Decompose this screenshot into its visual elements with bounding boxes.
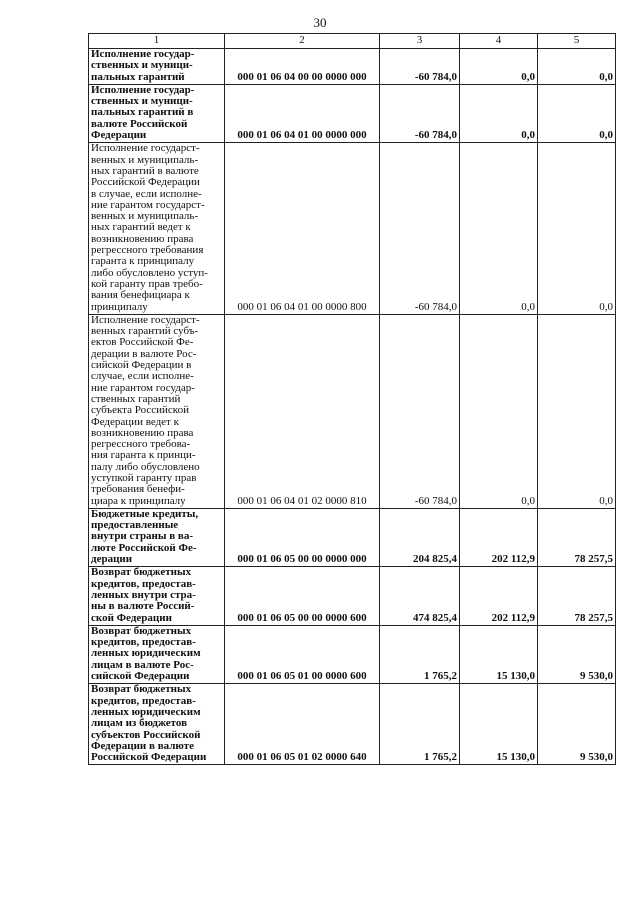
table-row [89,625,616,683]
row-name-line: ственных гарантий [91,392,181,405]
row-name-line: венных гарантий субъ- [91,325,199,338]
row-name-line: гаранта к принципалу [91,255,195,268]
row-name-line: кой гаранту прав требо- [91,277,203,290]
row-value-col3: -60 784,0 [380,143,460,314]
row-name-line: ных гарантий в валюте [91,164,199,177]
row-code-cell: 000 01 06 05 01 00 0000 600 [225,625,380,683]
row-value-col5: 78 257,5 [538,508,616,566]
row-name-line: возникновению права [91,232,194,245]
table-row [89,49,616,85]
row-value-col5: 9 530,0 [538,625,616,683]
row-name-line: венных и муниципаль- [91,210,199,223]
row-name-line: лицам из бюджетов [91,717,188,730]
row-name-line: уступкой гаранту прав [91,471,197,484]
row-value-col4: 0,0 [460,314,538,508]
row-name-line: ектов Российской Фе- [91,336,194,349]
table-row [89,684,616,765]
row-name-line: Возврат бюджетных [91,566,192,579]
row-name-line: кредитов, предостав- [91,636,196,649]
row-value-col5: 0,0 [538,314,616,508]
row-value-col4: 202 112,9 [460,567,538,625]
column-header-2: 2 [225,34,380,49]
row-name-cell [89,143,225,314]
row-name-line: субъектов Российской [91,728,201,741]
row-name-cell [89,684,225,765]
row-value-col4: 0,0 [460,143,538,314]
row-name-line: возникновению права [91,426,194,439]
row-name-line: Федерации ведет к [91,415,179,428]
row-name-line: ленных юридическим [91,647,201,660]
row-name-line: валюте Российской [91,117,188,130]
row-name-line: внутри страны в ва- [91,530,194,543]
row-name-line: пальных гарантий в [91,106,194,119]
row-name-line: ской Федерации [91,611,172,624]
row-name-cell [89,49,225,85]
row-value-col3: -60 784,0 [380,84,460,142]
row-name-line: принципалу [91,300,148,313]
row-name-line: Исполнение государ- [91,48,195,60]
row-name-line: ны в валюте Россий- [91,600,195,613]
row-name-line: в случае, если исполне- [91,187,202,200]
row-name-line: требования бенефи- [91,483,185,496]
row-value-col3: 474 825,4 [380,567,460,625]
row-value-col5: 0,0 [538,84,616,142]
row-name-line: Исполнение государст- [91,142,200,155]
row-name-line: циара к принципалу [91,494,186,507]
row-name-line: ние гарантом государст- [91,198,205,211]
row-name-line: люте Российской Фе- [91,541,197,554]
row-value-col5: 0,0 [538,143,616,314]
column-header-3: 3 [380,34,460,49]
row-name-cell [89,567,225,625]
row-name-line: ния гаранта к принци- [91,449,196,462]
row-name-cell [89,625,225,683]
row-name-line: случае, если исполне- [91,370,194,383]
table-body [89,49,616,765]
row-code-cell: 000 01 06 04 00 00 0000 000 [225,49,380,85]
row-name-line: субъекта Российской [91,404,189,417]
row-name-line: Российской Федерации [91,176,200,189]
row-name-line: сийской Федерации в [91,359,192,372]
row-name-line: Возврат бюджетных [91,683,192,696]
table-header-row [89,34,616,49]
row-value-col5: 0,0 [538,49,616,85]
page-number: 30 [313,15,327,30]
row-name-cell [89,84,225,142]
row-name-line: кредитов, предостав- [91,577,196,590]
row-value-col4: 15 130,0 [460,684,538,765]
row-name-cell [89,314,225,508]
row-value-col4: 202 112,9 [460,508,538,566]
row-name-line: ленных внутри стра- [91,588,196,601]
row-name-line: пальных гарантий [91,70,185,83]
column-header-1: 1 [89,34,225,49]
row-name-line: ние гарантом государ- [91,381,195,394]
row-value-col5: 78 257,5 [538,567,616,625]
row-value-col3: -60 784,0 [380,49,460,85]
row-value-col4: 15 130,0 [460,625,538,683]
row-code-cell: 000 01 06 05 00 00 0000 600 [225,567,380,625]
row-name-line: ственных и муници- [91,59,193,72]
row-value-col3: 1 765,2 [380,625,460,683]
row-name-line: регрессного требования [91,244,204,257]
column-header-5: 5 [538,34,616,49]
row-name-line: Российской Федерации [91,751,207,764]
row-name-line: Возврат бюджетных [91,624,192,637]
row-name-line: регрессного требова- [91,438,191,451]
row-value-col4: 0,0 [460,84,538,142]
row-code-cell: 000 01 06 04 01 02 0000 810 [225,314,380,508]
row-code-cell: 000 01 06 05 01 02 0000 640 [225,684,380,765]
row-name-line: Исполнение государст- [91,313,200,326]
row-name-line: кредитов, предостав- [91,694,196,707]
budget-sources-table [88,33,616,765]
table-row [89,508,616,566]
row-name-line: Исполнение государ- [91,83,195,96]
row-name-line: сийской Федерации [91,670,190,683]
table-row [89,314,616,508]
row-code-cell: 000 01 06 04 01 00 0000 000 [225,84,380,142]
row-value-col5: 9 530,0 [538,684,616,765]
row-value-col3: -60 784,0 [380,314,460,508]
table-row [89,567,616,625]
row-name-line: лицам в валюте Рос- [91,658,194,671]
row-name-line: либо обусловлено уступ- [91,266,208,279]
row-name-line: ных гарантий ведет к [91,221,191,234]
row-name-line: дерации в валюте Рос- [91,347,197,360]
row-name-line: Бюджетные кредиты, [91,507,199,520]
row-name-line: дерации [91,553,133,566]
row-name-cell [89,508,225,566]
row-name-line: ственных и муници- [91,95,193,108]
row-name-line: вания бенефициара к [91,289,190,302]
row-code-cell: 000 01 06 05 00 00 0000 000 [225,508,380,566]
table-row [89,84,616,142]
row-name-line: венных и муниципаль- [91,153,199,166]
row-value-col3: 1 765,2 [380,684,460,765]
row-name-line: Федерации [91,129,147,142]
row-value-col3: 204 825,4 [380,508,460,566]
row-value-col4: 0,0 [460,49,538,85]
row-name-line: Федерации в валюте [91,739,194,752]
row-name-line: палу либо обусловлено [91,460,200,473]
table-row [89,143,616,314]
row-name-line: ленных юридическим [91,705,201,718]
column-header-4: 4 [460,34,538,49]
row-code-cell: 000 01 06 04 01 00 0000 800 [225,143,380,314]
row-name-line: предоставленные [91,519,179,532]
